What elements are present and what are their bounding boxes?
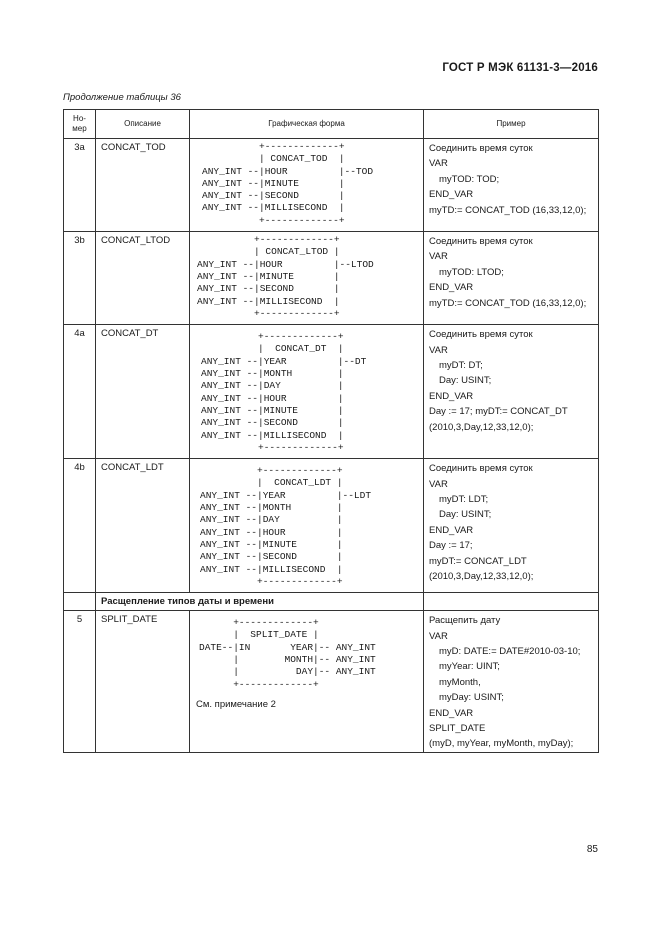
- example-line: myTD:= CONCAT_TOD (16,33,12,0);: [429, 204, 587, 216]
- section-empty-example: [424, 593, 599, 611]
- example-line: END_VAR: [429, 524, 474, 536]
- table-caption: Продолжение таблицы 36: [63, 92, 181, 103]
- table-row: [64, 325, 599, 459]
- page-number: 85: [586, 844, 598, 855]
- example-line: myMonth,: [439, 676, 481, 688]
- example-line: END_VAR: [429, 189, 474, 201]
- example-line: VAR: [429, 344, 448, 356]
- example-line: (myD, myYear, myMonth, myDay);: [429, 738, 574, 750]
- example-line: Соединить время суток: [429, 143, 533, 154]
- row-graphic-cell: [190, 232, 424, 325]
- example-line: (2010,3,Day,12,33,12,0);: [429, 421, 534, 433]
- row-number: 4a: [64, 325, 96, 459]
- row-example-cell: [424, 325, 599, 459]
- row-number: 5: [64, 611, 96, 753]
- col-header-example: Пример: [424, 110, 599, 139]
- example-line: myTOD: LTOD;: [439, 266, 504, 278]
- example-line: myYear: UINT;: [439, 661, 500, 673]
- example-line: Day := 17;: [429, 540, 473, 552]
- example-line: Day := 17; myDT:= CONCAT_DT: [429, 406, 568, 418]
- table-header-row: [64, 110, 599, 139]
- row-function-name: CONCAT_LDT: [96, 459, 190, 593]
- row-graphic-cell: [190, 139, 424, 232]
- row-graphic-cell: [190, 459, 424, 593]
- col-header-graphic: Графическая форма: [190, 110, 424, 139]
- row-function-name: SPLIT_DATE: [96, 611, 190, 753]
- example-line: Соединить время суток: [429, 329, 533, 341]
- example-line: myTD:= CONCAT_TOD (16,33,12,0);: [429, 297, 587, 309]
- row-example-cell: [424, 459, 599, 593]
- example-line: END_VAR: [429, 282, 474, 294]
- row-number: 3b: [64, 232, 96, 325]
- table-row: [64, 139, 599, 232]
- example-line: Соединить время суток: [429, 463, 533, 475]
- section-row: [64, 593, 599, 611]
- example-line: VAR: [429, 158, 448, 170]
- col-header-description: Описание: [96, 110, 190, 139]
- example-line: myD: DATE:= DATE#2010-03-10;: [439, 645, 581, 657]
- example-line: SPLIT_DATE: [429, 722, 486, 734]
- table-row: [64, 611, 599, 753]
- section-title: Расщепление типов даты и времени: [96, 593, 424, 611]
- example-line: myDT:= CONCAT_LDT: [429, 555, 527, 567]
- col-header-no: Но- мер: [64, 110, 96, 139]
- section-empty-no: [64, 593, 96, 611]
- example-line: Day: USINT;: [439, 509, 492, 521]
- row-graphic-cell: [190, 611, 424, 753]
- example-line: Day: USINT;: [439, 375, 492, 387]
- row-function-name: CONCAT_DT: [96, 325, 190, 459]
- table-row: [64, 459, 599, 593]
- row-example-cell: [424, 611, 599, 753]
- function-block-diagram: +-------------+ | CONCAT_LDT | ANY_INT --|YEAR |--LDT ANY_INT --|MONTH | ANY_INT --|DAY | ANY_INT --|HOUR | ANY_INT --|MINUTE | ANY_INT --|SECOND | ANY_INT --|MILLISECOND | +-------------+: [200, 465, 372, 587]
- row-function-name: CONCAT_TOD: [96, 139, 190, 232]
- example-line: Расщепить дату: [429, 615, 501, 627]
- row-function-name: CONCAT_LTOD: [96, 232, 190, 325]
- row-number: 4b: [64, 459, 96, 593]
- row-graphic-cell: [190, 325, 424, 459]
- row-number: 3a: [64, 139, 96, 232]
- row-example-cell: [424, 232, 599, 325]
- row-example-cell: [424, 139, 599, 232]
- example-line: Соединить время суток: [429, 236, 533, 248]
- document-standard-header: ГОСТ Р МЭК 61131-3—2016: [442, 62, 598, 74]
- example-line: myDay: USINT;: [439, 692, 504, 704]
- row-note: См. примечание 2: [196, 698, 276, 710]
- function-block-diagram: +-------------+ | CONCAT_TOD | ANY_INT --|HOUR |--TOD ANY_INT --|MINUTE | ANY_INT --|SECOND | ANY_INT --|MILLISECOND | +-------------+: [202, 141, 374, 226]
- function-block-diagram: +-------------+ | CONCAT_LTOD | ANY_INT --|HOUR |--LTOD ANY_INT --|MINUTE | ANY_INT --|SECOND | ANY_INT --|MILLISECOND | +-------------+: [197, 234, 374, 319]
- example-line: VAR: [429, 478, 448, 490]
- example-line: (2010,3,Day,12,33,12,0);: [429, 570, 534, 582]
- example-line: END_VAR: [429, 390, 474, 402]
- function-block-diagram: +-------------+ | SPLIT_DATE | DATE--|IN YEAR|-- ANY_INT | MONTH|-- ANY_INT | DAY|-- ANY_INT +-------------+: [199, 617, 376, 690]
- example-line: myTOD: TOD;: [439, 173, 500, 185]
- example-line: myDT: DT;: [439, 359, 483, 371]
- function-block-diagram: +-------------+ | CONCAT_DT | ANY_INT --|YEAR |--DT ANY_INT --|MONTH | ANY_INT --|DAY | ANY_INT --|HOUR | ANY_INT --|MINUTE | ANY_INT --|SECOND | ANY_INT --|MILLISECOND | +-------------+: [201, 331, 367, 453]
- example-line: VAR: [429, 251, 448, 263]
- example-line: END_VAR: [429, 707, 474, 719]
- example-line: myDT: LDT;: [439, 493, 489, 505]
- functions-table: [63, 109, 599, 753]
- table-row: [64, 232, 599, 325]
- example-line: VAR: [429, 630, 448, 642]
